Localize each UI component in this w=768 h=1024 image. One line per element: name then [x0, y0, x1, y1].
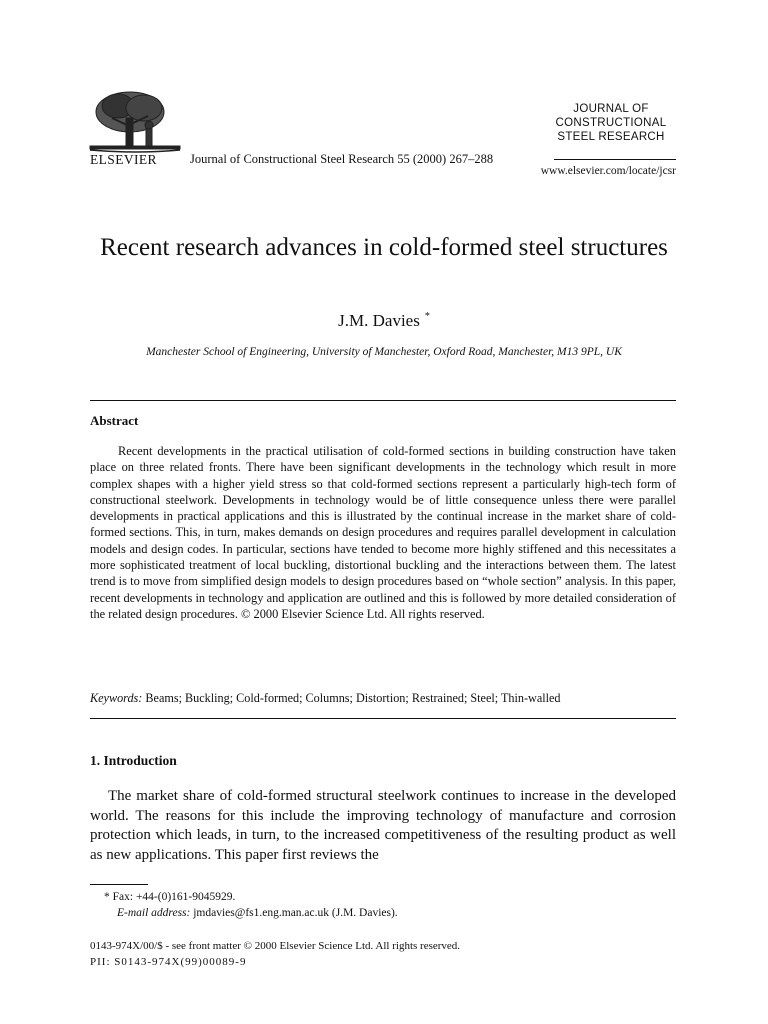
email-label: E-mail address:	[117, 907, 191, 919]
section-heading: 1. Introduction	[90, 753, 177, 768]
journal-citation: Journal of Constructional Steel Research 55 (2000) 267–288	[190, 152, 494, 166]
journal-url[interactable]: www.elsevier.com/locate/jcsr	[540, 165, 676, 177]
copyright-front-matter: 0143-974X/00/$ - see front matter © 2000 Elsevier Science Ltd. All rights reserved.	[90, 940, 461, 952]
footnote-email	[117, 907, 398, 919]
author-affiliation: Manchester School of Engineering, University of Manchester, Oxford Road, Manchester, M13 9PL, UK	[146, 346, 622, 358]
journal-name-line: STEEL RESEARCH	[557, 131, 665, 143]
keywords-line	[90, 691, 676, 706]
journal-name-line: JOURNAL OF	[573, 103, 649, 115]
pii-identifier: PII: S0143-974X(99)00089-9	[90, 956, 247, 968]
section-body-text: The market share of cold-formed structural steelwork continues to increase in the developed world. The reasons for this include the improving technology of manufacture and corrosion protection which leads, in turn, to the increased competitiveness of the resulting product as well as new applications. This paper first reviews the	[90, 788, 676, 863]
abstract-top-rule	[90, 400, 676, 401]
author-name: J.M. Davies	[338, 311, 420, 330]
journal-name-line: CONSTRUCTIONAL	[555, 117, 667, 129]
footnote-rule	[90, 884, 148, 885]
abstract-bottom-rule	[90, 718, 676, 719]
author-line	[0, 311, 768, 331]
abstract-heading: Abstract	[90, 413, 139, 428]
footnote-fax: * Fax: +44-(0)161-9045929.	[104, 891, 236, 903]
email-owner: (J.M. Davies).	[331, 907, 398, 919]
journal-name-block	[546, 102, 676, 144]
keywords-list: Beams; Buckling; Cold-formed; Columns; Distortion; Restrained; Steel; Thin-walled	[145, 691, 561, 705]
publisher-name: ELSEVIER	[90, 152, 157, 167]
corresponding-author-mark: *	[424, 311, 430, 322]
journal-rule	[554, 159, 676, 160]
elsevier-tree-logo	[88, 88, 184, 156]
abstract-text: Recent developments in the practical utilisation of cold-formed sections in building construction have taken place on three related fronts. There have been significant developments in the technology which result in more complex shapes with a higher yield stress so that cold-formed sections represent a particularly high-tech form of constructional steelwork. Developments in technology would be of little consequence unless there were parallel developments in practical applications and this is illustrated by the continual increase in the market share of cold-formed sections. This, in turn, makes demands on design procedures and requires parallel development in calculation models and design codes. In particular, sections have tended to become more highly stiffened and this necessitates a more sophisticated treatment of local buckling, distortional buckling and the interactions between them. The latest trend is to move from simplified design models to design procedures based on “whole section” analysis. In this paper, recent developments in technology and application are outlined and this is followed by more detailed consideration of the related design procedures. © 2000 Elsevier Science Ltd. All rights reserved.	[90, 444, 676, 621]
keywords-label: Keywords:	[90, 691, 143, 705]
email-address[interactable]: jmdavies@fs1.eng.man.ac.uk	[193, 907, 330, 919]
paper-title: Recent research advances in cold-formed steel structures	[100, 234, 668, 261]
